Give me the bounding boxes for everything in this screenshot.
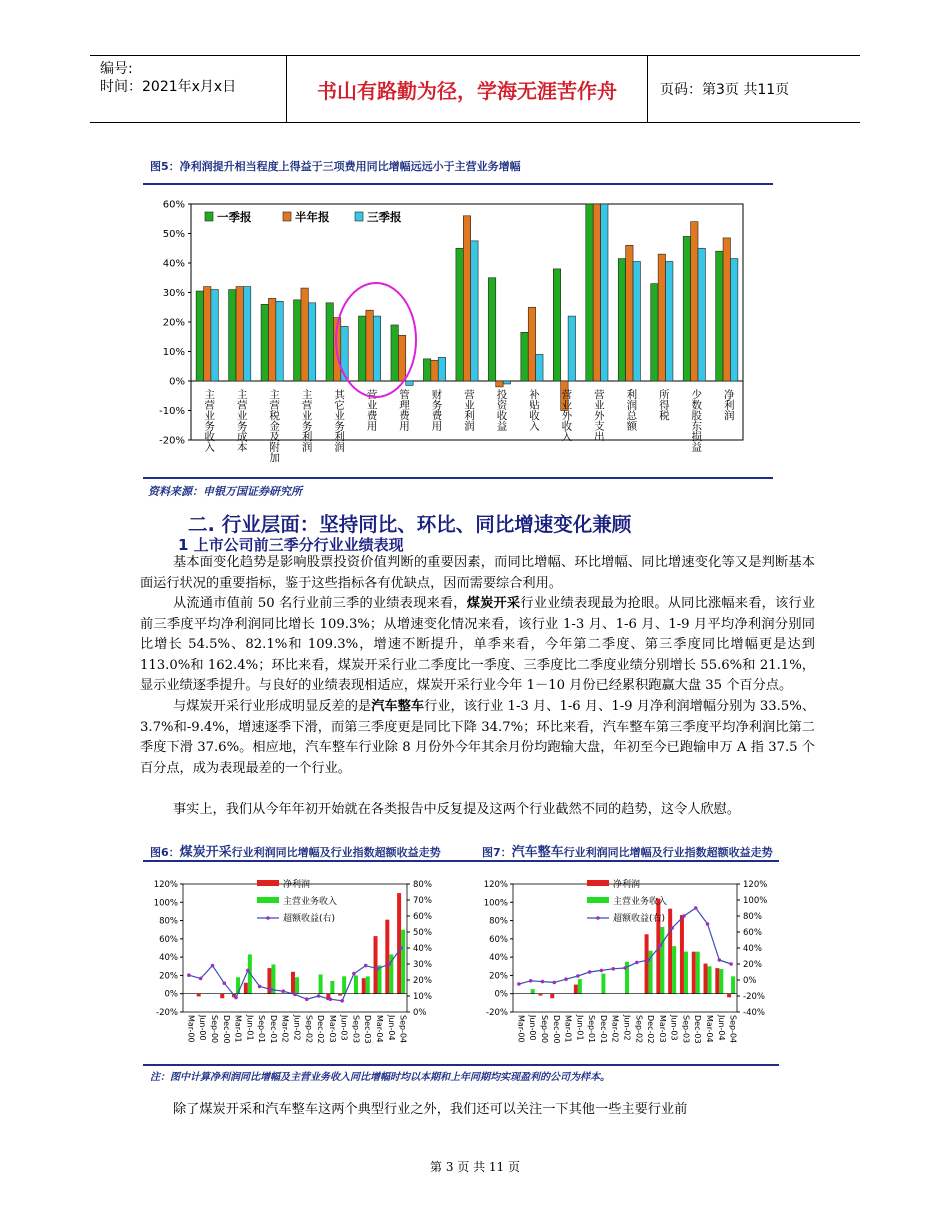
bar — [521, 332, 528, 381]
bar — [431, 360, 438, 381]
bar — [354, 975, 358, 993]
bar — [645, 934, 649, 993]
bar — [578, 979, 582, 994]
y2-tick-label: 60% — [743, 928, 762, 938]
bar — [456, 248, 463, 381]
excess-return-point — [352, 972, 356, 976]
y-tick-label: -20% — [159, 435, 185, 447]
y-tick-label: 20% — [162, 317, 185, 329]
figure5-title: 图5：净利润提升相当程度上得益于三项费用同比增幅远远小于主营业务增幅 — [150, 160, 521, 173]
y-tick-label: 50% — [162, 229, 185, 240]
category-label: 其它业务利润 — [333, 389, 346, 452]
bar — [330, 981, 334, 994]
x-tick-label: Sep-02 — [304, 1015, 314, 1044]
bar — [398, 335, 405, 381]
category-label: 营业外支出 — [592, 389, 605, 442]
x-tick-label: Mar-04 — [705, 1015, 715, 1043]
paragraph-3 — [140, 697, 815, 779]
p2-text-a: 从流通市值前 50 名行业前三季的业绩表现来看， — [173, 596, 467, 611]
excess-return-point — [729, 962, 733, 966]
x-tick-label: Jun-03 — [669, 1015, 679, 1041]
category-label: 利润总额 — [625, 389, 638, 431]
bar — [730, 259, 737, 381]
y-tick-label: 10% — [162, 347, 185, 358]
excess-return-point — [694, 906, 698, 910]
x-tick-label: Jun-01 — [575, 1015, 585, 1041]
y2-tick-label: 30% — [413, 960, 432, 970]
bar — [463, 216, 470, 381]
bar — [294, 300, 301, 381]
y2-tick-label: 80% — [743, 912, 762, 922]
figure-note: 注：图中计算净利润同比增幅及主营业务收入同比增幅时均以本期和上年同期均实现盈利的公司为样本。 — [150, 1072, 610, 1083]
bar — [229, 290, 236, 381]
bar — [366, 976, 370, 993]
bar — [601, 204, 608, 381]
x-tick-label: Sep-03 — [351, 1015, 361, 1044]
x-tick-label: Mar-02 — [280, 1015, 290, 1043]
excess-return-point — [388, 962, 392, 966]
bar — [658, 254, 665, 381]
excess-return-point — [517, 982, 521, 986]
paragraph-5: 除了煤炭开采和汽车整车这两个典型行业之外，我们还可以关注一下其他一些主要行业前 — [173, 1102, 688, 1117]
y2-tick-label: 40% — [743, 944, 762, 954]
y-tick-label: -20% — [156, 1008, 178, 1018]
category-label: 少数股东损益 — [690, 389, 703, 452]
bar — [326, 303, 333, 381]
bar — [295, 977, 299, 993]
bar — [308, 303, 315, 381]
bar — [438, 357, 445, 381]
bar — [626, 245, 633, 381]
bar — [550, 994, 554, 999]
page-footer: 第 3 页 共 11 页 — [430, 1160, 520, 1174]
y2-tick-label: 60% — [413, 912, 432, 922]
y2-tick-label: 70% — [413, 896, 432, 906]
y-tick-label: 20% — [489, 971, 508, 982]
y-tick-label: 40% — [159, 953, 178, 964]
legend-swatch — [266, 916, 270, 920]
bar — [291, 972, 295, 994]
legend-label: 超额收益(右) — [613, 914, 666, 924]
figure7-title — [482, 841, 773, 860]
legend-swatch — [587, 897, 609, 903]
y-tick-label: 40% — [489, 953, 508, 964]
y-tick-label: 100% — [153, 898, 178, 909]
bar — [731, 976, 735, 993]
bar — [503, 381, 510, 384]
x-tick-label: Mar-01 — [563, 1015, 573, 1043]
excess-return-point — [376, 967, 380, 971]
y2-tick-label: 40% — [413, 944, 432, 954]
figure6-chart — [145, 872, 450, 1062]
bar — [196, 291, 203, 381]
bar — [719, 969, 723, 994]
bar — [586, 204, 593, 381]
excess-return-point — [281, 989, 285, 993]
bar — [660, 927, 664, 994]
figure5-bottom-rule — [143, 477, 773, 479]
bar — [366, 310, 373, 381]
x-tick-label: Jun-03 — [339, 1015, 349, 1041]
figure6-title-bold: 煤炭开采 — [179, 845, 232, 860]
excess-return-point — [364, 964, 368, 968]
excess-return-point — [246, 969, 250, 973]
bar — [471, 241, 478, 381]
legend-label: 超额收益(右) — [283, 914, 336, 924]
excess-return-point — [305, 997, 309, 1001]
bar — [727, 994, 731, 998]
x-tick-label: Mar-01 — [233, 1015, 243, 1043]
figure5-chart — [143, 190, 773, 475]
bar — [362, 978, 366, 994]
section-heading: 二. 行业层面：坚持同比、环比、同比增速变化兼顾 — [188, 513, 632, 536]
header-page-label: 页码：第3页 共11页 — [660, 82, 790, 98]
legend-swatch — [283, 212, 291, 221]
legend-swatch — [596, 916, 600, 920]
bar — [704, 964, 708, 994]
excess-return-point — [187, 973, 191, 977]
excess-return-point — [541, 980, 545, 984]
bar — [692, 952, 696, 994]
header-meta — [100, 60, 236, 96]
bar — [568, 316, 575, 381]
bar — [715, 968, 719, 994]
excess-return-point — [706, 922, 710, 926]
bar — [716, 251, 723, 381]
excess-return-point — [222, 981, 226, 985]
bar — [553, 269, 560, 381]
bar — [397, 893, 401, 994]
x-tick-label: Dec-01 — [598, 1015, 608, 1044]
y-tick-label: 0% — [164, 989, 178, 1000]
bar — [666, 262, 673, 381]
bar — [341, 326, 348, 381]
category-label: 营业外收入 — [560, 389, 573, 442]
legend-label: 半年报 — [295, 210, 330, 224]
excess-return-point — [258, 985, 262, 989]
bar — [593, 204, 600, 381]
bar — [373, 316, 380, 381]
excess-return-point — [529, 979, 533, 983]
bar — [618, 259, 625, 381]
category-label: 主营业务成本 — [235, 389, 248, 452]
excess-return-point — [611, 967, 615, 971]
bar — [680, 915, 684, 994]
y2-tick-label: 20% — [413, 976, 432, 986]
y2-tick-label: -40% — [743, 1008, 765, 1018]
bar — [633, 262, 640, 381]
figure7-title-a: 图7： — [482, 846, 512, 859]
y-tick-label: -20% — [486, 1008, 508, 1018]
bar — [243, 287, 250, 381]
time-label: 时间：2021年x月x日 — [100, 79, 237, 95]
x-tick-label: Mar-00 — [516, 1015, 526, 1043]
excess-return-point — [718, 958, 722, 962]
bar — [696, 952, 700, 994]
bar — [672, 946, 676, 994]
legend-swatch — [205, 212, 213, 221]
x-tick-label: Dec-02 — [646, 1015, 656, 1044]
p3-text-b: 行业，该行业 1-3 月、1-6 月、1-9 月净利润增幅分别为 33.5%、3.7%和-9.4%，增速逐季下滑，而第三季度更是同比下降 34.7%；环比来看，汽车整车第三季度平均净利润比第二季度下滑 37.6%。相应地，汽车整车行业除 8 月份外今年其余月份均跑输大盘，年初至今已跑输申万 A 指 37.5 个百分点，成为表现最差的一个行业。 — [140, 699, 816, 776]
figure7-title-b: 行业利润同比增幅及行业指数超额收益走势 — [563, 846, 773, 859]
figure5-top-rule — [143, 183, 773, 185]
bar — [358, 316, 365, 381]
figure6-title — [150, 841, 441, 860]
paragraph-4: 事实上，我们从今年年初开始就在各类报告中反复提及这两个行业截然不同的趋势，这令人欣慰。 — [173, 802, 741, 817]
bar — [385, 920, 389, 994]
bar — [601, 974, 605, 994]
y2-tick-label: 50% — [413, 928, 432, 938]
p2-highlight: 煤炭开采 — [466, 596, 521, 611]
excess-return-point — [234, 996, 238, 1000]
bar — [268, 298, 275, 381]
excess-return-point — [576, 974, 580, 978]
p3-highlight: 汽车整车 — [371, 699, 425, 714]
bar — [319, 975, 323, 994]
excess-return-point — [552, 981, 556, 985]
bar — [536, 354, 543, 381]
x-tick-label: Jun-00 — [528, 1015, 538, 1041]
legend-swatch — [587, 880, 609, 886]
bar — [276, 301, 283, 381]
y2-tick-label: 120% — [743, 880, 768, 890]
excess-return-point — [564, 977, 568, 981]
x-tick-label: Dec-03 — [363, 1015, 373, 1044]
figure6-title-b: 行业利润同比增幅及行业指数超额收益走势 — [231, 846, 441, 859]
figures-bottom-rule — [143, 1064, 779, 1066]
bar — [531, 989, 535, 994]
bar — [374, 936, 378, 994]
excess-return-point — [647, 958, 651, 962]
bar — [651, 284, 658, 381]
category-label: 主营税金及附加 — [268, 389, 281, 463]
x-tick-label: Sep-01 — [587, 1015, 597, 1044]
bar — [211, 290, 218, 381]
figure7-chart — [475, 872, 780, 1062]
excess-return-point — [399, 946, 403, 950]
header-motto: 书山有路勤为径，学海无涯苦作舟 — [286, 56, 648, 122]
x-tick-label: Mar-00 — [186, 1015, 196, 1043]
excess-return-point — [600, 969, 604, 973]
figure5-source: 资料来源：申银万国证券研究所 — [148, 485, 302, 498]
y-tick-label: 80% — [489, 916, 508, 927]
excess-return-point — [329, 997, 333, 1001]
x-tick-label: Sep-00 — [539, 1015, 549, 1044]
bar — [683, 236, 690, 381]
y-tick-label: 40% — [162, 258, 185, 270]
category-label: 投资收益 — [495, 389, 508, 431]
x-tick-label: Jun-02 — [292, 1015, 302, 1041]
excess-return-point — [293, 993, 297, 997]
bar — [391, 325, 398, 381]
y2-tick-label: 10% — [413, 992, 432, 1002]
x-tick-label: Sep-04 — [398, 1015, 408, 1044]
excess-return-point — [199, 977, 203, 981]
excess-return-point — [635, 961, 639, 965]
bar — [528, 307, 535, 381]
x-tick-label: Sep-00 — [209, 1015, 219, 1044]
y-tick-label: 20% — [159, 971, 178, 982]
category-label: 财务费用 — [430, 389, 443, 431]
excess-return-point — [659, 944, 663, 948]
legend-swatch — [257, 897, 279, 903]
x-tick-label: Sep-02 — [634, 1015, 644, 1044]
excess-return-point — [270, 988, 274, 992]
y-tick-label: -10% — [159, 406, 185, 417]
x-tick-label: Dec-00 — [551, 1015, 561, 1044]
bar — [698, 248, 705, 381]
legend-label: 一季报 — [217, 210, 252, 224]
x-tick-label: Jun-04 — [716, 1015, 726, 1041]
legend-swatch — [355, 212, 363, 221]
excess-return-point — [317, 994, 321, 998]
excess-return-point — [588, 970, 592, 974]
y-tick-label: 120% — [153, 880, 178, 890]
excess-return-point — [340, 999, 344, 1003]
x-tick-label: Sep-03 — [681, 1015, 691, 1044]
bar — [406, 381, 413, 385]
x-tick-label: Mar-02 — [610, 1015, 620, 1043]
category-label: 管理费用 — [398, 389, 411, 431]
bar — [301, 288, 308, 381]
x-tick-label: Dec-02 — [316, 1015, 326, 1044]
excess-return-point — [623, 966, 627, 970]
legend-label: 净利润 — [283, 880, 311, 890]
excess-return-point — [682, 914, 686, 918]
figure7-title-bold: 汽车整车 — [511, 845, 564, 860]
bar — [723, 238, 730, 381]
bar — [220, 994, 224, 999]
x-tick-label: Jun-04 — [386, 1015, 396, 1041]
bar — [244, 983, 248, 994]
y2-tick-label: 0% — [743, 976, 757, 986]
bar — [261, 304, 268, 381]
category-label: 主营业务收入 — [203, 389, 216, 452]
bar — [496, 381, 503, 387]
x-tick-label: Mar-03 — [327, 1015, 337, 1043]
page-header — [90, 55, 860, 123]
y-tick-label: 60% — [159, 934, 178, 945]
bar — [401, 930, 405, 994]
y2-tick-label: 100% — [743, 896, 768, 906]
y-tick-label: 0% — [494, 989, 508, 1000]
excess-return-point — [211, 964, 215, 968]
excess-return-point — [670, 926, 674, 930]
x-tick-label: Dec-01 — [268, 1015, 278, 1044]
y2-tick-label: 80% — [413, 880, 432, 890]
legend-label: 主营业务收入 — [283, 897, 338, 907]
y-tick-label: 60% — [489, 934, 508, 945]
x-tick-label: Jun-00 — [198, 1015, 208, 1041]
bar — [574, 985, 578, 994]
y2-tick-label: -20% — [743, 992, 765, 1002]
bar — [684, 952, 688, 994]
category-label: 营业费用 — [365, 389, 378, 431]
bar — [236, 287, 243, 381]
number-label: 编号: — [100, 61, 133, 77]
category-label: 所得税 — [657, 389, 670, 421]
category-label: 主营业务利润 — [300, 389, 313, 452]
legend-swatch — [257, 880, 279, 886]
x-tick-label: Mar-03 — [657, 1015, 667, 1043]
category-label: 净利润 — [722, 389, 735, 421]
x-tick-label: Jun-01 — [245, 1015, 255, 1041]
legend-label: 主营业务收入 — [613, 897, 668, 907]
x-tick-label: Dec-00 — [221, 1015, 231, 1044]
x-tick-label: Dec-03 — [693, 1015, 703, 1044]
y-tick-label: 100% — [483, 898, 508, 909]
bar — [708, 966, 712, 993]
y-tick-label: 80% — [159, 916, 178, 927]
y-tick-label: 120% — [483, 880, 508, 890]
y2-tick-label: 20% — [743, 960, 762, 970]
section-subheading: 1 上市公司前三季分行业业绩表现 — [178, 536, 404, 554]
bar — [204, 287, 211, 381]
legend-label: 净利润 — [613, 880, 641, 890]
bar — [197, 994, 201, 997]
p2-text-b: 行业业绩表现最为抢眼。从同比涨幅来看，该行业前三季度平均净利润同比增长 109.3%；从增速变化情况来看，该行业 1-3 月、1-6 月、1-9 月平均净利润分别同比增长 54.5%、82.1%和 109.3%，增速不断提升，单季来看，今年第二季度、第三季度同比增幅更是达到 113.0%和 162.4%；环比来看，煤炭开采行业二季度比一季度、三季度比二季度业绩分别增长 55.6%和 21.1%，显示业绩逐季提升。与良好的业绩表现相适应，煤炭开采行业今年 1－10 月份已经累积跑赢大盘 35 个百分点。 — [140, 596, 816, 693]
x-tick-label: Sep-04 — [728, 1015, 738, 1044]
x-tick-label: Mar-04 — [375, 1015, 385, 1043]
x-tick-label: Sep-01 — [257, 1015, 267, 1044]
bar — [423, 359, 430, 381]
p3-text-a: 与煤炭开采行业形成明显反差的是 — [173, 699, 372, 714]
legend-label: 三季报 — [367, 210, 402, 224]
paragraph-2 — [140, 594, 815, 697]
y-tick-label: 30% — [162, 288, 185, 299]
y-tick-label: 60% — [162, 199, 185, 211]
bar — [668, 909, 672, 994]
y2-tick-label: 0% — [413, 1008, 427, 1018]
x-tick-label: Jun-02 — [622, 1015, 632, 1041]
y-tick-label: 0% — [169, 376, 185, 388]
bar — [342, 976, 346, 993]
bar — [691, 222, 698, 381]
category-label: 营业利润 — [463, 389, 475, 431]
category-label: 补贴收入 — [527, 389, 540, 431]
figure6-title-a: 图6： — [150, 846, 180, 859]
paragraph-1: 基本面变化趋势是影响股票投资价值判断的重要因素，而同比增幅、环比增幅、同比增速变化等又是判断基本面运行状况的重要指标，鉴于这些指标各有优缺点，因而需要综合利用。 — [140, 555, 815, 591]
figures-top-rule — [143, 860, 779, 862]
bar — [488, 278, 495, 381]
